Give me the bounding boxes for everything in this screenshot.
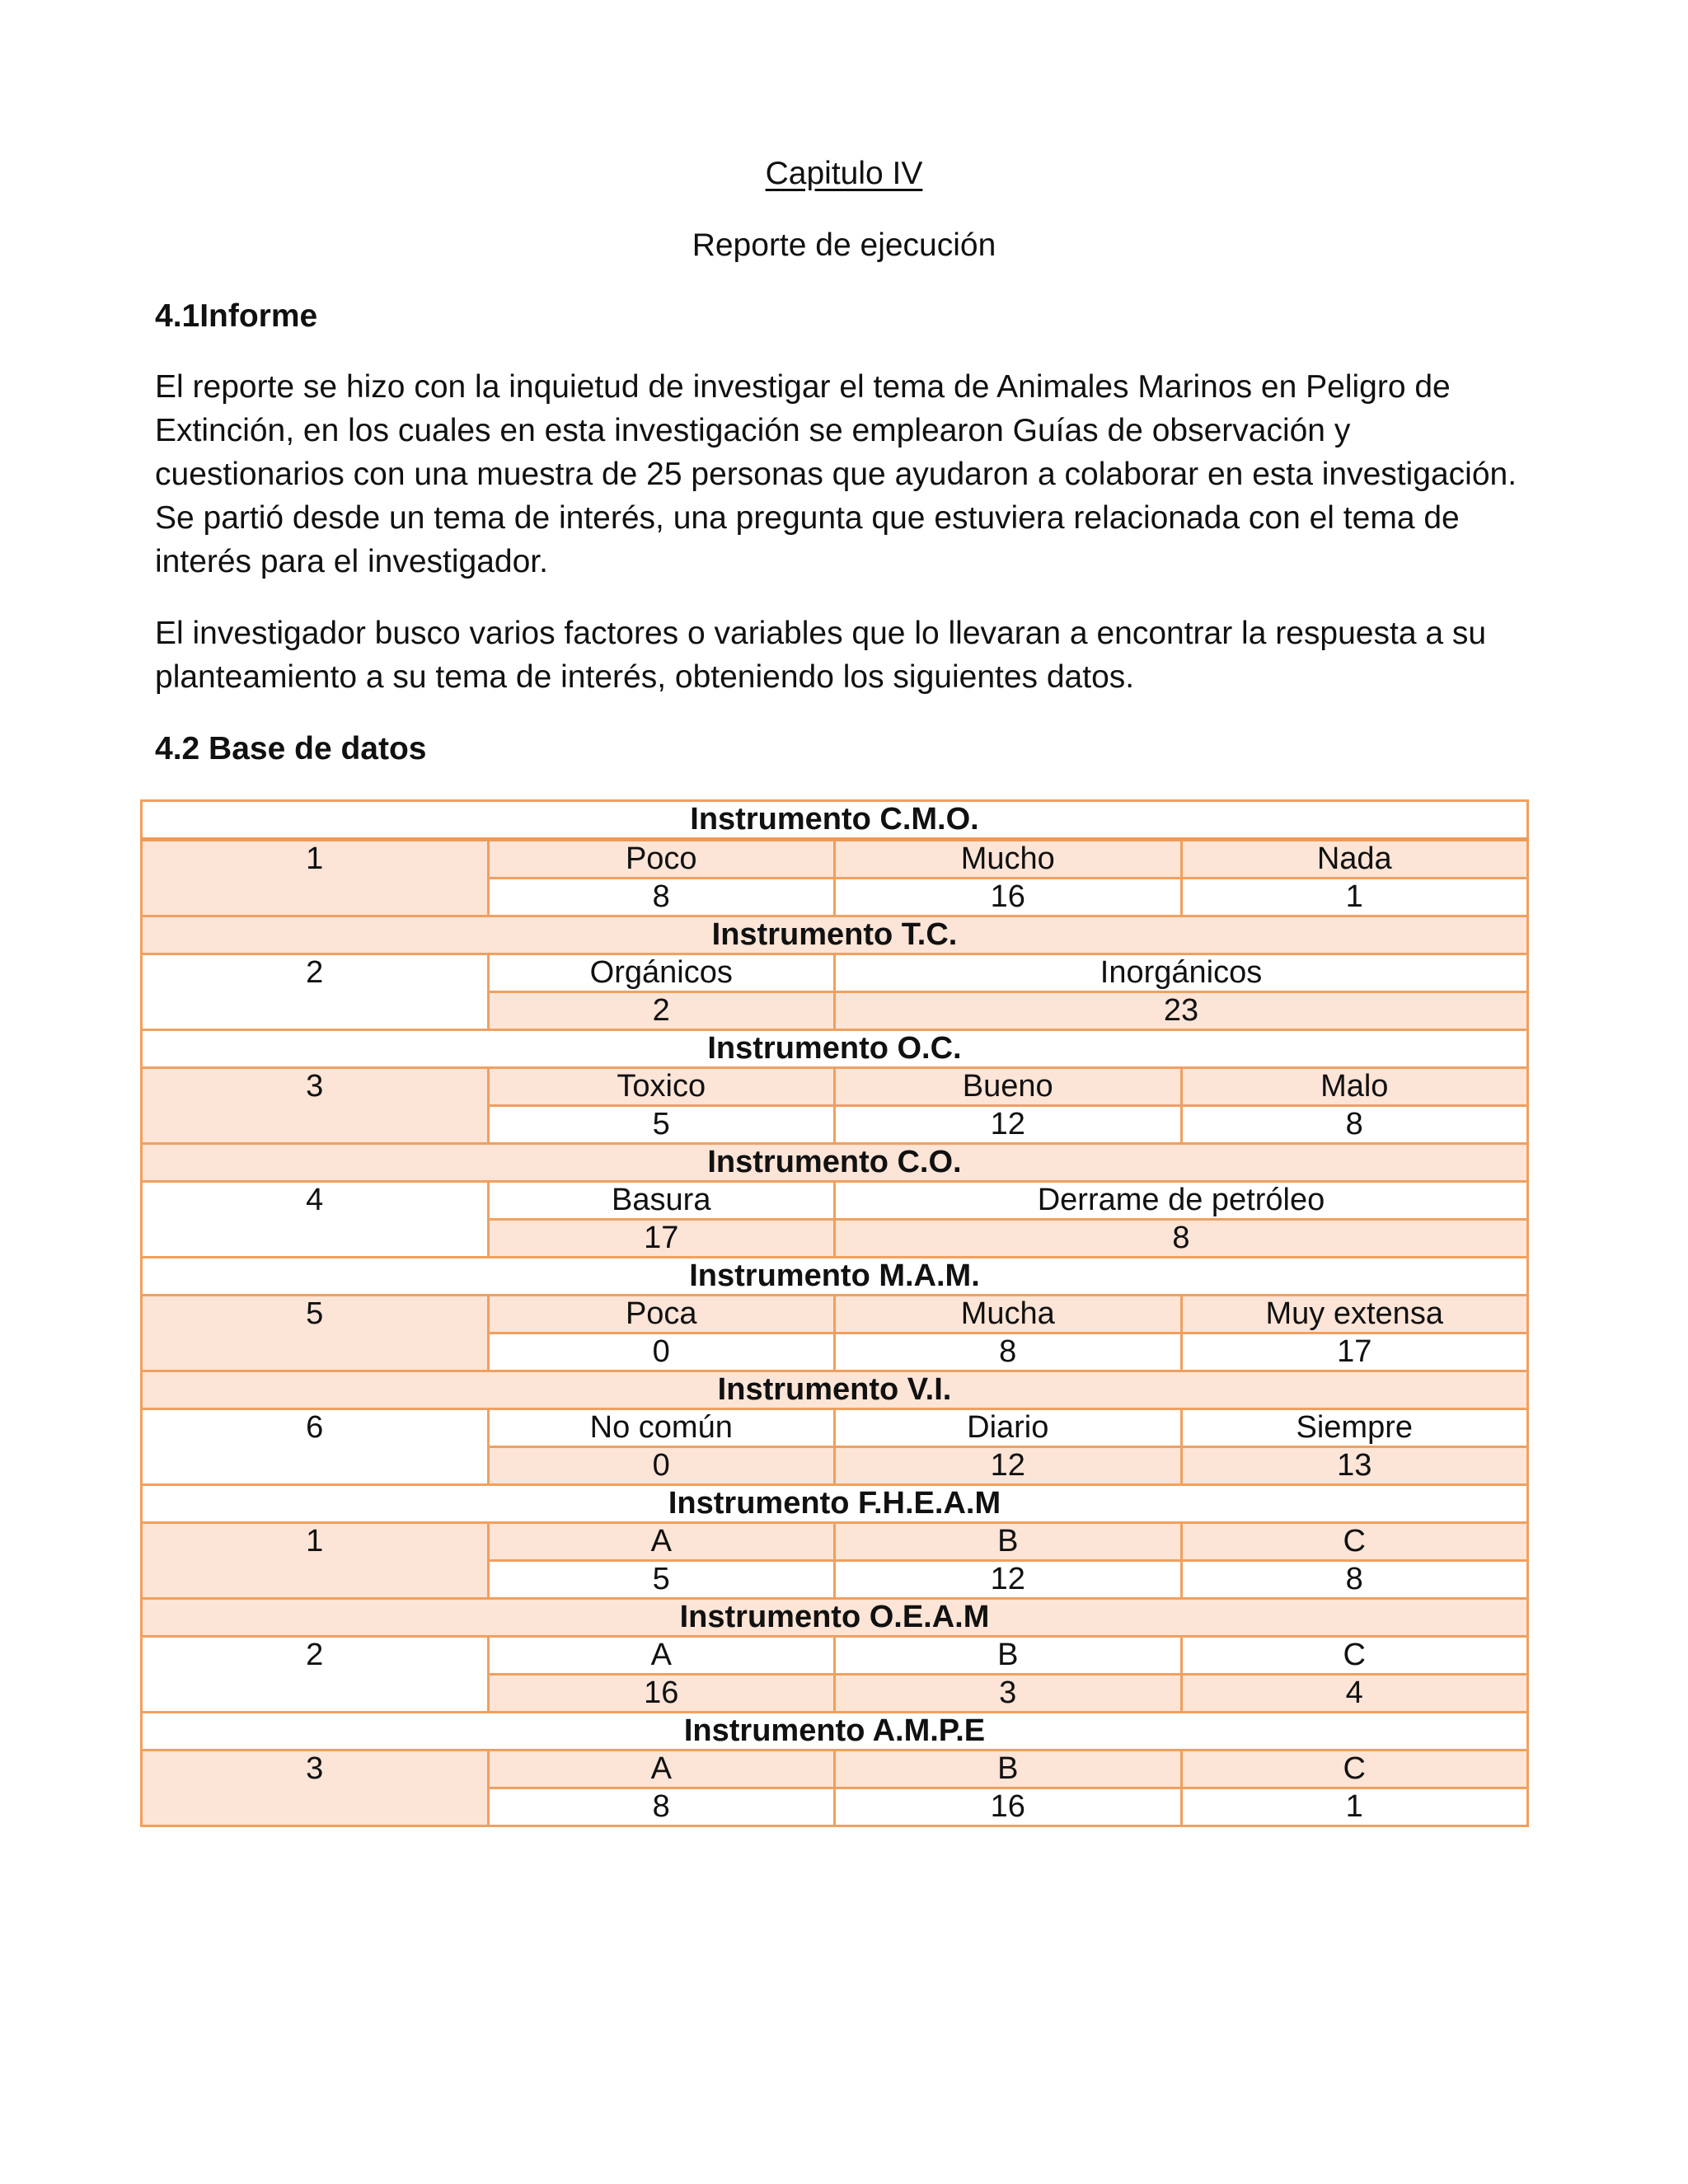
response-option-label: Poco bbox=[488, 840, 835, 879]
response-option-label: Toxico bbox=[488, 1068, 835, 1106]
instrument-number: 1 bbox=[142, 1523, 489, 1599]
response-option-label: A bbox=[488, 1750, 835, 1788]
data-table bbox=[140, 799, 1529, 1827]
response-option-label: Malo bbox=[1181, 1068, 1528, 1106]
instrument-number: 2 bbox=[142, 954, 489, 1030]
response-option-label: Diario bbox=[835, 1409, 1182, 1447]
response-option-label: B bbox=[835, 1750, 1182, 1788]
response-count: 8 bbox=[835, 1220, 1528, 1258]
response-count: 0 bbox=[488, 1447, 835, 1485]
response-option-label: Derrame de petróleo bbox=[835, 1182, 1528, 1220]
response-option-label: B bbox=[835, 1637, 1182, 1675]
response-option-label: C bbox=[1181, 1637, 1528, 1675]
response-count: 17 bbox=[1181, 1333, 1528, 1371]
response-option-label: Poca bbox=[488, 1296, 835, 1333]
response-option-label: Basura bbox=[488, 1182, 835, 1220]
instrument-number: 4 bbox=[142, 1182, 489, 1258]
response-count: 2 bbox=[488, 992, 835, 1030]
response-count: 17 bbox=[488, 1220, 835, 1258]
instrument-number: 5 bbox=[142, 1296, 489, 1371]
response-option-label: B bbox=[835, 1523, 1182, 1561]
response-count: 23 bbox=[835, 992, 1528, 1030]
instrument-title: Instrumento O.C. bbox=[142, 1030, 1528, 1068]
response-count: 5 bbox=[488, 1106, 835, 1144]
section-heading-informe: 4.1Informe bbox=[155, 298, 318, 334]
instrument-title: Instrumento A.M.P.E bbox=[142, 1713, 1528, 1750]
response-option-label: Muy extensa bbox=[1181, 1296, 1528, 1333]
instrument-title: Instrumento V.I. bbox=[142, 1371, 1528, 1409]
response-count: 0 bbox=[488, 1333, 835, 1371]
response-option-label: C bbox=[1181, 1523, 1528, 1561]
response-count: 12 bbox=[835, 1447, 1182, 1485]
response-count: 8 bbox=[835, 1333, 1182, 1371]
paragraph-intro: El reporte se hizo con la inquietud de investigar el tema de Animales Marinos en Peligro de Extinción, en los cuales en esta investigación se emplearon Guías de observación y cuestionarios con una muestra de 25 personas que ayudaron a colaborar en esta investigación. Se partió desde un tema de interés, una pregunta que estuviera relacionada con el tema de interés para el investigador. bbox=[155, 369, 1517, 579]
response-option-label: Siempre bbox=[1181, 1409, 1528, 1447]
response-count: 8 bbox=[488, 1788, 835, 1826]
response-count: 16 bbox=[835, 1788, 1182, 1826]
response-option-label: Nada bbox=[1181, 840, 1528, 879]
instrument-title: Instrumento M.A.M. bbox=[142, 1258, 1528, 1296]
section-heading-base-de-datos: 4.2 Base de datos bbox=[155, 731, 427, 766]
response-count: 5 bbox=[488, 1561, 835, 1599]
chapter-title: Capitulo IV bbox=[765, 156, 923, 191]
instrument-title: Instrumento C.M.O. bbox=[142, 801, 1528, 840]
response-count: 1 bbox=[1181, 1788, 1528, 1826]
response-option-label: Inorgánicos bbox=[835, 954, 1528, 992]
response-count: 3 bbox=[835, 1675, 1182, 1713]
instrument-number: 6 bbox=[142, 1409, 489, 1485]
instrument-title: Instrumento O.E.A.M bbox=[142, 1599, 1528, 1637]
response-count: 12 bbox=[835, 1561, 1182, 1599]
response-count: 1 bbox=[1181, 879, 1528, 916]
response-option-label: Mucha bbox=[835, 1296, 1182, 1333]
response-count: 4 bbox=[1181, 1675, 1528, 1713]
response-option-label: C bbox=[1181, 1750, 1528, 1788]
instrument-number: 1 bbox=[142, 840, 489, 916]
response-count: 8 bbox=[488, 879, 835, 916]
response-option-label: A bbox=[488, 1637, 835, 1675]
instrument-number: 3 bbox=[142, 1750, 489, 1826]
response-count: 16 bbox=[835, 879, 1182, 916]
instrument-number: 2 bbox=[142, 1637, 489, 1713]
response-count: 13 bbox=[1181, 1447, 1528, 1485]
instrument-number: 3 bbox=[142, 1068, 489, 1144]
response-option-label: Orgánicos bbox=[488, 954, 835, 992]
response-count: 8 bbox=[1181, 1106, 1528, 1144]
response-option-label: Bueno bbox=[835, 1068, 1182, 1106]
response-option-label: A bbox=[488, 1523, 835, 1561]
response-option-label: No común bbox=[488, 1409, 835, 1447]
response-count: 16 bbox=[488, 1675, 835, 1713]
page-subtitle: Reporte de ejecución bbox=[692, 227, 996, 263]
response-count: 12 bbox=[835, 1106, 1182, 1144]
paragraph-variables: El investigador busco varios factores o variables que lo llevaran a encontrar la respuesta a su planteamiento a su tema de interés, obteniendo los siguientes datos. bbox=[155, 616, 1487, 695]
response-option-label: Mucho bbox=[835, 840, 1182, 879]
instrument-title: Instrumento F.H.E.A.M bbox=[142, 1485, 1528, 1523]
instrument-title: Instrumento C.O. bbox=[142, 1144, 1528, 1182]
instrument-title: Instrumento T.C. bbox=[142, 916, 1528, 954]
response-count: 8 bbox=[1181, 1561, 1528, 1599]
